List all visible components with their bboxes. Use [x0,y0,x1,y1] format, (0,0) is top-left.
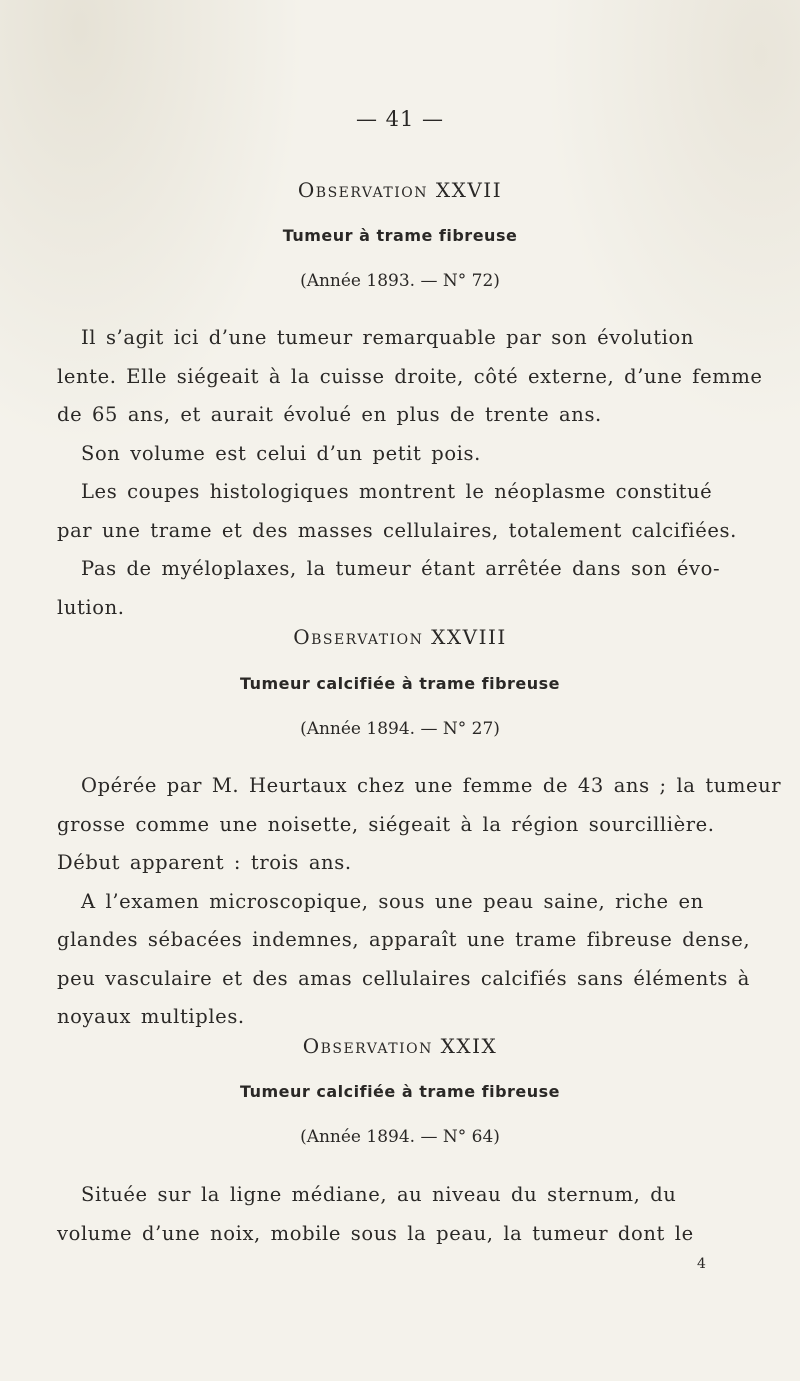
observation-heading: Observation XXIX [302,1034,498,1058]
observation-body [57,1176,743,1253]
observation-year: (Année 1894. — N° 64) [300,1127,500,1147]
observation-subtitle: Tumeur à trame fibreuse [282,226,518,245]
body-line: Début apparent : trois ans. [57,851,352,874]
body-line: Pas de myéloplaxes, la tumeur étant arrêtée dans son évo- [81,557,721,580]
body-line: Opérée par M. Heurtaux chez une femme de 43 ans ; la tumeur [81,774,782,797]
body-line: noyaux multiples. [57,1005,245,1028]
body-line: Il s’agit ici d’une tumeur remarquable par son évolution [81,326,694,349]
observation-body [57,319,763,627]
observation-year: (Année 1893. — N° 72) [300,271,500,291]
signature-mark: 4 [697,1256,706,1272]
observation-body [57,767,782,1037]
body-line: Située sur la ligne médiane, au niveau du sternum, du [81,1183,677,1206]
observation-subtitle: Tumeur calcifiée à trame fibreuse [239,674,561,693]
body-line: A l’examen microscopique, sous une peau saine, riche en [81,889,704,913]
body-line: glandes sébacées indemnes, apparaît une trame fibreuse dense, [57,928,751,951]
body-line: Les coupes histologiques montrent le néoplasme constitué [81,480,713,503]
body-line: par une trame et des masses cellulaires, totalement calcifiées. [57,518,737,542]
body-line: peu vasculaire et des amas cellulaires calcifiés sans éléments à [57,966,750,990]
observation-year: (Année 1894. — N° 27) [300,719,500,739]
observation-heading: Observation XXVIII [293,625,507,649]
body-line: lente. Elle siégeait à la cuisse droite, côté externe, d’une femme [57,364,763,388]
body-line: de 65 ans, et aurait évolué en plus de trente ans. [57,403,602,426]
body-line: lution. [57,595,125,619]
page-number: — 41 — [355,107,445,131]
body-line: volume d’une noix, mobile sous la peau, la tumeur dont le [57,1221,694,1245]
observation-subtitle: Tumeur calcifiée à trame fibreuse [239,1082,561,1101]
body-line: grosse comme une noisette, siégeait à la région sourcillière. [57,812,715,836]
body-line: Son volume est celui d’un petit pois. [81,441,481,465]
observation-heading: Observation XXVII [297,178,503,202]
